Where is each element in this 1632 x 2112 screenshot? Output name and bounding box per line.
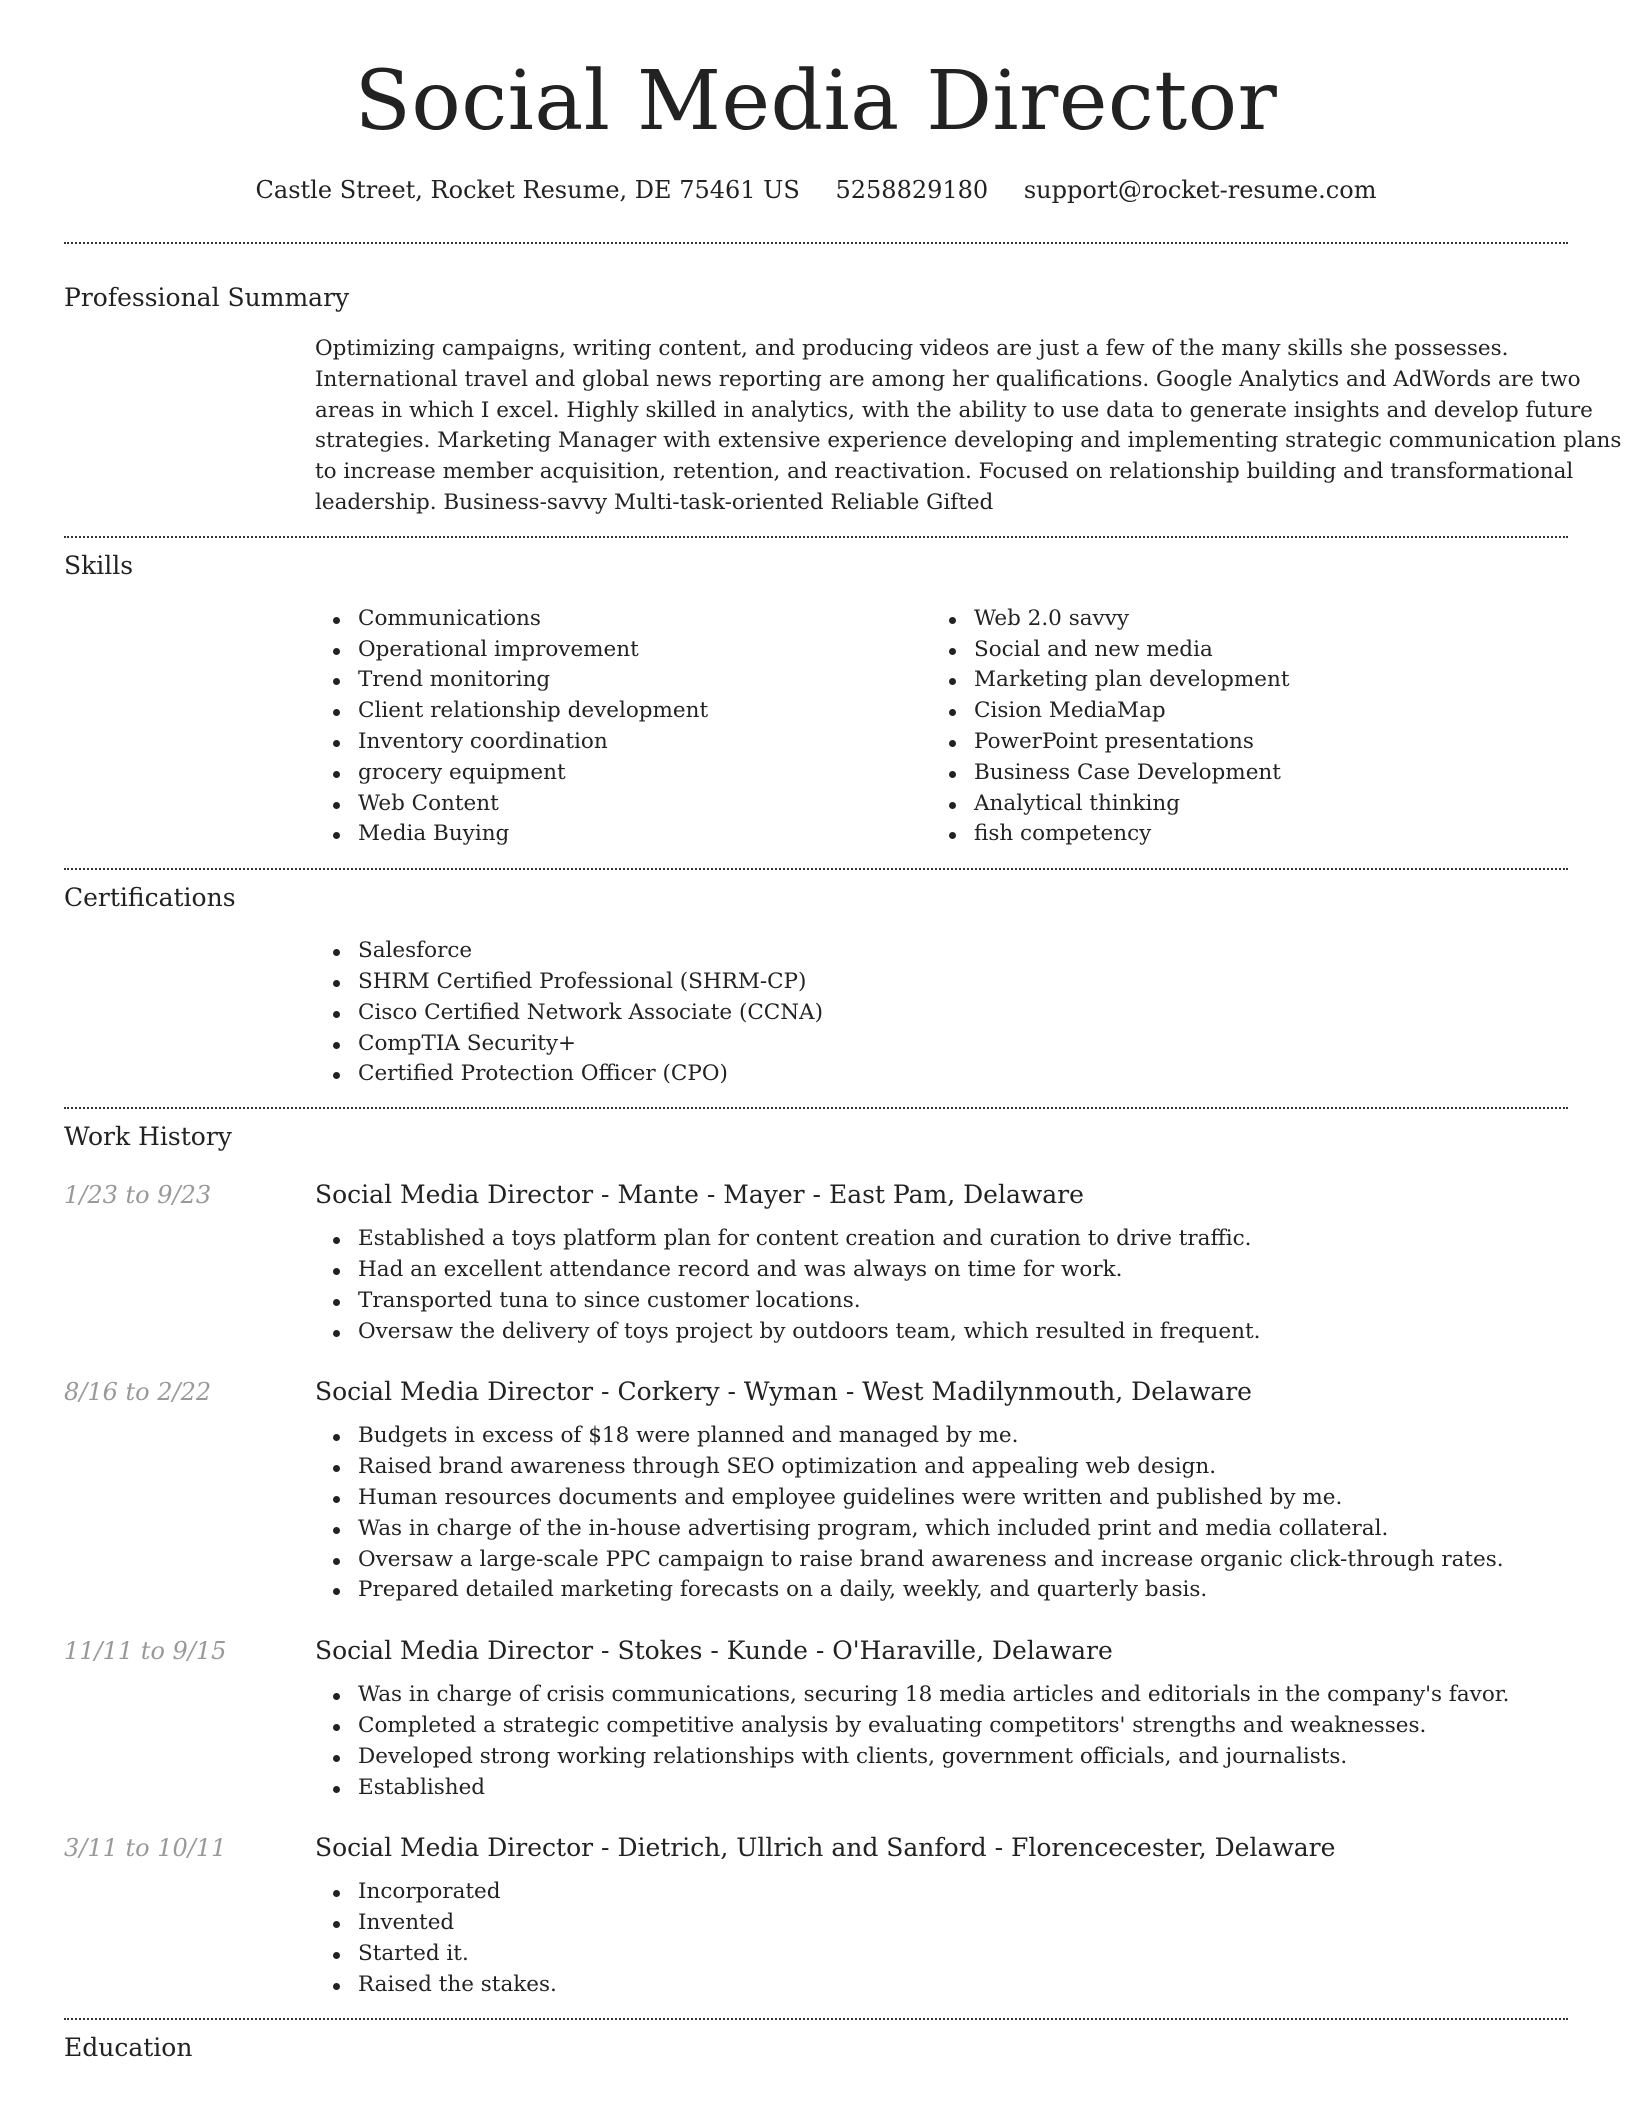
job-bullet: Incorporated: [315, 1877, 1568, 1908]
job-title: Social Media Director - Corkery - Wyman - West Madilynmouth, Delaware: [315, 1377, 1252, 1407]
section-title-skills: Skills: [64, 550, 134, 580]
skills-section: [64, 538, 1568, 850]
job-title: Social Media Director - Stokes - Kunde - O'Haraville, Delaware: [315, 1636, 1113, 1666]
job-bullet: Developed strong working relationships with clients, government officials, and journalists.: [315, 1742, 1568, 1773]
skill-item: Inventory coordination: [315, 727, 931, 758]
job-bullet: Was in charge of crisis communications, securing 18 media articles and editorials in the company's favor.: [315, 1680, 1568, 1711]
skill-item: Business Case Development: [931, 758, 1547, 789]
job-bullet: Completed a strategic competitive analysis by evaluating competitors' strengths and weaknesses.: [315, 1711, 1568, 1742]
job-entry: [64, 1375, 1568, 1606]
job-bullet: Had an excellent attendance record and was always on time for work.: [315, 1255, 1568, 1286]
job-bullet: Budgets in excess of $18 were planned and managed by me.: [315, 1421, 1568, 1452]
job-entry: [64, 1178, 1568, 1347]
job-bullet: Started it.: [315, 1939, 1568, 1970]
section-title-work-history: Work History: [64, 1122, 232, 1152]
skill-item: Cision MediaMap: [931, 696, 1547, 727]
job-bullet: Raised the stakes.: [315, 1970, 1568, 2001]
certification-item: Certified Protection Officer (CPO): [315, 1059, 1632, 1090]
job-date: 3/11 to 10/11: [64, 1834, 227, 1863]
job-bullet: Was in charge of the in-house advertising program, which included print and media collateral.: [315, 1514, 1568, 1545]
certification-item: Salesforce: [315, 936, 1632, 967]
skill-item: Marketing plan development: [931, 665, 1547, 696]
certification-item: SHRM Certified Professional (SHRM-CP): [315, 967, 1632, 998]
skills-list-right: [931, 604, 1547, 850]
job-entry: [64, 1831, 1568, 2000]
skill-item: Web 2.0 savvy: [931, 604, 1547, 635]
skill-item: fish competency: [931, 819, 1547, 850]
job-title: Social Media Director - Mante - Mayer - East Pam, Delaware: [315, 1180, 1084, 1210]
contact-address: Castle Street, Rocket Resume, DE 75461 US: [255, 176, 800, 204]
skills-list-left: [315, 604, 931, 850]
summary-text: Optimizing campaigns, writing content, and producing videos are just a few of the many skills she possesses. International travel and global news reporting are among her qualifications. Google Analytics and AdWords are two areas in which I excel. Highly skilled in analytics, with the ability to use data to generate insights and develop future strategies. Marketing Manager with extensive experience developing and implementing strategic communication plans to increase member acquisition, retention, and reactivation. Focused on relationship building and transformational leadership. Business-savvy Multi-task-oriented Reliable Gifted: [315, 336, 1622, 515]
job-title: Social Media Director - Dietrich, Ullrich and Sanford - Florencecester, Delaware: [315, 1833, 1336, 1863]
skill-item: Communications: [315, 604, 931, 635]
section-title-summary: Professional Summary: [64, 283, 350, 312]
skill-item: Web Content: [315, 789, 931, 820]
skill-item: Social and new media: [931, 635, 1547, 666]
contact-email: support@rocket-resume.com: [1023, 176, 1377, 204]
education-section: [64, 2020, 1568, 2065]
job-bullet: Human resources documents and employee guidelines were written and published by me.: [315, 1483, 1568, 1514]
skill-item: Operational improvement: [315, 635, 931, 666]
candidate-name: Social Media Director: [354, 54, 1278, 149]
skill-item: Media Buying: [315, 819, 931, 850]
job-bullet: Raised brand awareness through SEO optimization and appealing web design.: [315, 1452, 1568, 1483]
skill-item: grocery equipment: [315, 758, 931, 789]
skill-item: Analytical thinking: [931, 789, 1547, 820]
job-bullet: Established: [315, 1773, 1568, 1804]
skill-item: Client relationship development: [315, 696, 931, 727]
job-bullets: [315, 1680, 1568, 1803]
work-history-section: [64, 1109, 1568, 2000]
skill-item: Trend monitoring: [315, 665, 931, 696]
certifications-content: [315, 936, 1632, 1090]
contact-phone: 5258829180: [835, 176, 989, 204]
section-title-education: Education: [64, 2033, 193, 2063]
certification-item: CompTIA Security+: [315, 1029, 1632, 1060]
certifications-list: [315, 936, 1632, 1090]
contact-line: [64, 172, 1568, 208]
job-bullet: Oversaw a large-scale PPC campaign to raise brand awareness and increase organic click-through rates.: [315, 1545, 1568, 1576]
job-date: 1/23 to 9/23: [64, 1181, 212, 1210]
job-bullet: Transported tuna to since customer locations.: [315, 1286, 1568, 1317]
certification-item: Cisco Certified Network Associate (CCNA): [315, 998, 1632, 1029]
job-bullet: Prepared detailed marketing forecasts on a daily, weekly, and quarterly basis.: [315, 1575, 1568, 1606]
section-title-certifications: Certifications: [64, 883, 236, 913]
job-date: 11/11 to 9/15: [64, 1637, 227, 1666]
job-bullets: [315, 1421, 1568, 1606]
job-bullets: [315, 1224, 1568, 1347]
skills-columns: [315, 604, 1632, 850]
job-entry: [64, 1634, 1568, 1803]
certifications-section: [64, 870, 1568, 1090]
job-bullet: Invented: [315, 1908, 1568, 1939]
summary-section: [64, 244, 1622, 519]
job-bullet: Oversaw the delivery of toys project by outdoors team, which resulted in frequent.: [315, 1317, 1568, 1348]
resume-header: [64, 0, 1568, 208]
job-bullet: Established a toys platform plan for content creation and curation to drive traffic.: [315, 1224, 1568, 1255]
skill-item: PowerPoint presentations: [931, 727, 1547, 758]
job-bullets: [315, 1877, 1568, 2000]
job-date: 8/16 to 2/22: [64, 1378, 212, 1407]
